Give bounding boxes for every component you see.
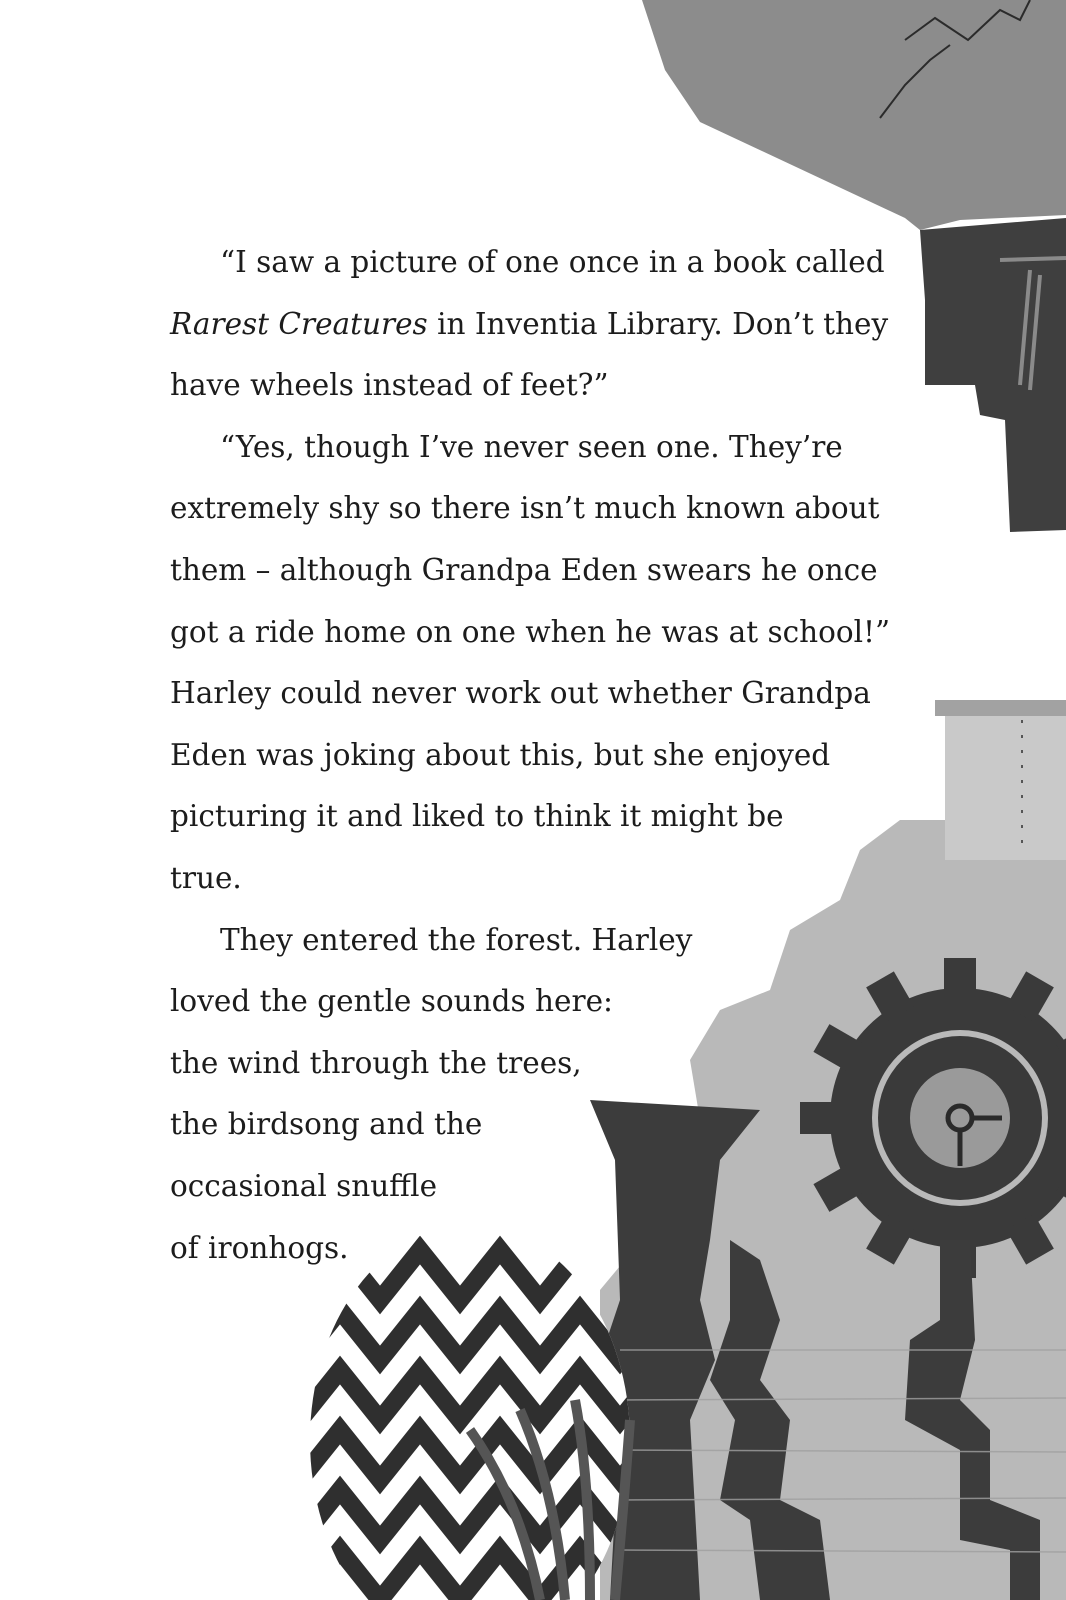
text-line-content: Harley could never work out whether Grandpa (170, 676, 871, 711)
text-line (170, 725, 880, 787)
text-line-content: They entered the forest. Harley (220, 922, 693, 957)
text-line (170, 663, 880, 725)
machine-head-top (642, 0, 1066, 230)
text-line (170, 786, 880, 848)
text-line (170, 540, 880, 602)
text-line (170, 232, 885, 294)
text-line (170, 971, 880, 1033)
text-line-content: in Inventia Library. Don’t they (427, 306, 889, 341)
text-line (170, 1094, 880, 1156)
text-line-content: have wheels instead of feet?” (170, 368, 609, 403)
book-title: Rarest Creatures (170, 306, 428, 341)
text-line-content: picturing it and liked to think it might be (170, 799, 784, 834)
text-line-content: the wind through the trees, (170, 1045, 582, 1080)
text-line-content: them – although Grandpa Eden swears he once (170, 552, 878, 587)
text-line (170, 848, 880, 910)
machine-chimney-cap (935, 700, 1066, 716)
text-line-content: the birdsong and the (170, 1107, 483, 1142)
machine-chimney (945, 700, 1066, 860)
text-line (170, 1033, 880, 1095)
text-line-content: “Yes, though I’ve never seen one. They’re (220, 429, 843, 464)
text-line (170, 355, 880, 417)
machine-face (920, 218, 1066, 532)
text-line (170, 1156, 880, 1218)
text-line-content: true. (170, 860, 242, 895)
text-line-content: extremely shy so there isn’t much known about (170, 491, 880, 526)
text-line (170, 602, 891, 664)
text-line-content: got a ride home on one when he was at school!” (170, 614, 891, 649)
text-line (170, 417, 880, 479)
text-line (170, 478, 880, 540)
text-line (170, 1218, 880, 1280)
text-line-content: loved the gentle sounds here: (170, 984, 613, 1019)
text-line-content: Eden was joking about this, but she enjoyed (170, 737, 831, 772)
text-line (170, 910, 880, 972)
text-line-content: of ironhogs. (170, 1230, 349, 1265)
text-line (170, 294, 889, 356)
page-text (170, 232, 891, 1279)
text-line-content: occasional snuffle (170, 1168, 438, 1203)
text-line-content: “I saw a picture of one once in a book called (220, 245, 885, 279)
